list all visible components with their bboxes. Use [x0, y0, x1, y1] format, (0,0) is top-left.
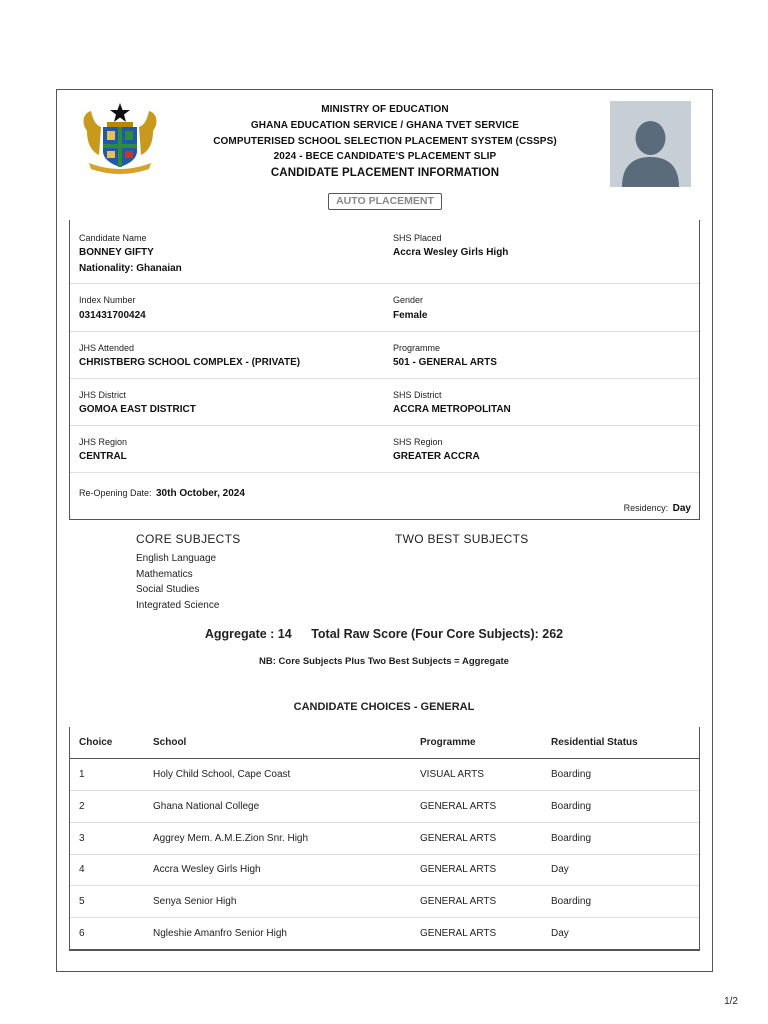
- choice-school: Senya Senior High: [153, 896, 237, 907]
- choices-title: CANDIDATE CHOICES - GENERAL: [293, 701, 475, 713]
- choice-residential-status: Day: [551, 864, 569, 875]
- page-number: 1/2: [724, 996, 738, 1007]
- score-summary: [0, 627, 768, 641]
- reopening-date: [79, 483, 245, 501]
- choice-school: Accra Wesley Girls High: [153, 864, 261, 875]
- choice-school: Ghana National College: [153, 801, 260, 812]
- choice-programme: GENERAL ARTS: [420, 896, 497, 907]
- info-row-region: [70, 425, 699, 473]
- table-row: [70, 854, 699, 886]
- aggregate-score: Aggregate : 14: [204, 627, 292, 641]
- choice-number: 4: [79, 864, 85, 875]
- gender-value: Female: [393, 310, 428, 321]
- ghana-coat-of-arms-logo: [79, 101, 161, 175]
- choice-school: Ngleshie Amanfro Senior High: [153, 928, 287, 939]
- info-row-district: [70, 378, 699, 426]
- index-number-label: Index Number: [79, 295, 136, 305]
- core-subjects-title: CORE SUBJECTS: [136, 532, 241, 546]
- residency-value: Day: [672, 503, 691, 514]
- candidate-name-label: Candidate Name: [79, 233, 147, 243]
- table-row: [70, 886, 699, 918]
- programme-label: Programme: [393, 343, 441, 353]
- candidate-name-value: BONNEY GIFTY: [79, 247, 154, 258]
- index-number-value: 031431700424: [79, 310, 146, 321]
- choice-programme: GENERAL ARTS: [420, 928, 497, 939]
- candidate-photo-avatar: [610, 101, 691, 187]
- system-heading: COMPUTERISED SCHOOL SELECTION PLACEMENT SYSTEM (CSSPS): [213, 136, 557, 147]
- choice-residential-status: Boarding: [551, 833, 592, 844]
- choice-residential-status: Boarding: [551, 896, 592, 907]
- table-header-row: [70, 727, 699, 759]
- placement-type-badge: AUTO PLACEMENT: [328, 193, 442, 210]
- gender-label: Gender: [393, 295, 424, 305]
- column-header-residential-status: Residential Status: [551, 737, 638, 748]
- choice-school: Holy Child School, Cape Coast: [153, 769, 291, 780]
- core-subject-item: Mathematics: [136, 569, 193, 580]
- core-subject-item: Social Studies: [136, 584, 200, 595]
- total-raw-score: Total Raw Score (Four Core Subjects): 262: [311, 627, 564, 641]
- choice-programme: GENERAL ARTS: [420, 833, 497, 844]
- programme-value: 501 - GENERAL ARTS: [393, 357, 497, 368]
- choice-school: Aggrey Mem. A.M.E.Zion Snr. High: [153, 833, 309, 844]
- choice-number: 5: [79, 896, 85, 907]
- residency-label: Residency:: [623, 503, 669, 513]
- info-row-jhs: [70, 331, 699, 379]
- jhs-district-value: GOMOA EAST DISTRICT: [79, 404, 196, 415]
- table-row: [70, 823, 699, 855]
- choice-number: 3: [79, 833, 85, 844]
- column-header-school: School: [153, 737, 187, 748]
- service-heading: GHANA EDUCATION SERVICE / GHANA TVET SERVICE: [250, 120, 520, 131]
- column-header-choice: Choice: [79, 737, 113, 748]
- shs-placed-label: SHS Placed: [393, 233, 442, 243]
- shs-region-value: GREATER ACCRA: [393, 451, 480, 462]
- column-header-programme: Programme: [420, 737, 476, 748]
- best-subjects-title: TWO BEST SUBJECTS: [395, 532, 529, 546]
- choice-programme: GENERAL ARTS: [420, 864, 497, 875]
- residency: [624, 498, 691, 516]
- reopening-date-value: 30th October, 2024: [156, 488, 245, 499]
- table-row: [70, 918, 699, 950]
- core-subject-item: Integrated Science: [136, 600, 220, 611]
- shs-district-value: ACCRA METROPOLITAN: [393, 404, 511, 415]
- shs-region-label: SHS Region: [393, 437, 443, 447]
- table-row: [70, 759, 699, 791]
- ministry-heading: MINISTRY OF EDUCATION: [321, 104, 449, 115]
- info-row-index: [70, 283, 699, 332]
- reopening-date-label: Re-Opening Date:: [79, 488, 152, 498]
- slip-heading: 2024 - BECE CANDIDATE'S PLACEMENT SLIP: [273, 151, 497, 162]
- shs-placed-value: Accra Wesley Girls High: [393, 247, 509, 258]
- info-row-dates: [70, 472, 699, 518]
- core-subject-item: English Language: [136, 553, 217, 564]
- info-row-name: [70, 220, 699, 284]
- choice-residential-status: Day: [551, 928, 569, 939]
- jhs-district-label: JHS District: [79, 390, 126, 400]
- choice-number: 6: [79, 928, 85, 939]
- choice-residential-status: Boarding: [551, 801, 592, 812]
- jhs-region-value: CENTRAL: [79, 451, 127, 462]
- table-row: [70, 791, 699, 823]
- nationality-value: Nationality: Ghanaian: [79, 263, 182, 274]
- choice-residential-status: Boarding: [551, 769, 592, 780]
- jhs-attended-label: JHS Attended: [79, 343, 135, 353]
- choice-programme: GENERAL ARTS: [420, 801, 497, 812]
- candidate-info-panel: [69, 220, 700, 520]
- choice-number: 1: [79, 769, 85, 780]
- shs-district-label: SHS District: [393, 390, 442, 400]
- page-title: CANDIDATE PLACEMENT INFORMATION: [270, 167, 500, 179]
- choice-programme: VISUAL ARTS: [420, 769, 484, 780]
- choices-table: [69, 727, 700, 951]
- aggregate-note: NB: Core Subjects Plus Two Best Subjects = Aggregate: [259, 656, 509, 667]
- choice-number: 2: [79, 801, 85, 812]
- person-silhouette-icon: [610, 101, 691, 187]
- jhs-attended-value: CHRISTBERG SCHOOL COMPLEX - (PRIVATE): [79, 357, 301, 368]
- jhs-region-label: JHS Region: [79, 437, 128, 447]
